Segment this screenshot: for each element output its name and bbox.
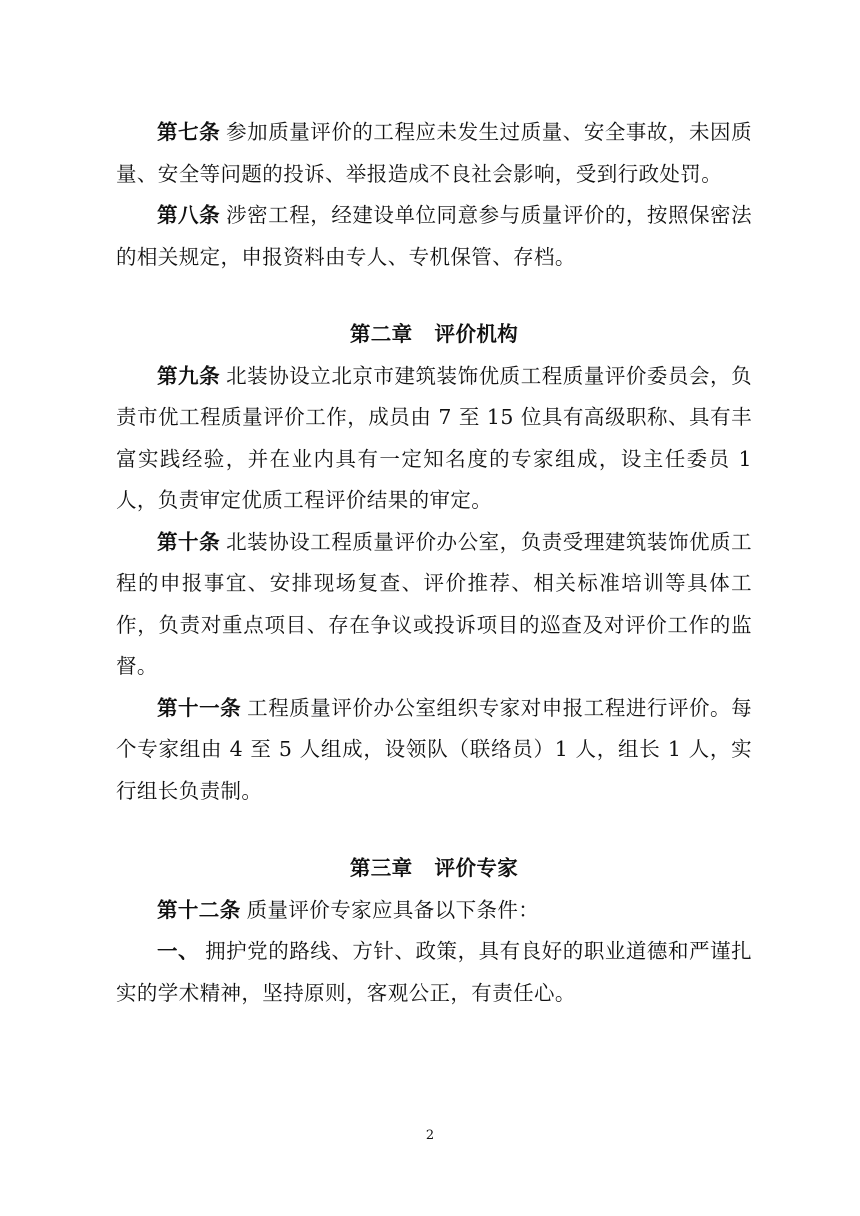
condition-label: 一、 — [157, 939, 200, 963]
chapter-number: 第二章 — [349, 322, 413, 346]
article-text: 涉密工程，经建设单位同意参与质量评价的，按照保密法的相关规定，申报资料由专人、专机保管、存档。 — [116, 203, 752, 269]
section-spacer — [116, 278, 752, 314]
document-body — [116, 112, 752, 1014]
article-label: 第七条 — [157, 120, 221, 144]
chapter-title: 评价专家 — [434, 856, 519, 880]
article-12 — [116, 890, 752, 932]
page-number: 2 — [425, 1128, 435, 1143]
article-text: 质量评价专家应具备以下条件： — [246, 897, 540, 922]
article-label: 第九条 — [157, 363, 221, 388]
article-text: 参加质量评价的工程应未发生过质量、安全事故，未因质量、安全等问题的投诉、举报造成不良社会影响，受到行政处罚。 — [116, 120, 752, 186]
chapter-number: 第三章 — [349, 856, 413, 880]
article-8 — [116, 195, 752, 278]
article-label: 第十二条 — [157, 897, 241, 922]
article-label: 第十一条 — [157, 695, 242, 720]
article-7 — [116, 112, 752, 195]
article-text: 北装协设工程质量评价办公室，负责受理建筑装饰优质工程的申报事宜、安排现场复查、评价推荐、相关标准培训等具体工作，负责对重点项目、存在争议或投诉项目的巡查及对评价工作的监督。 — [116, 529, 752, 678]
chapter-3-heading — [116, 848, 752, 890]
chapter-title: 评价机构 — [434, 322, 519, 346]
article-text: 工程质量评价办公室组织专家对申报工程进行评价。每个专家组由 4 至 5 人组成，设领队（联络员）1 人，组长 1 人，实行组长负责制。 — [116, 695, 752, 803]
article-10 — [116, 522, 752, 688]
chapter-2-heading — [116, 314, 752, 356]
condition-text: 拥护党的路线、方针、政策，具有良好的职业道德和严谨扎实的学术精神，坚持原则，客观公正，有责任心。 — [116, 939, 752, 1005]
article-label: 第八条 — [157, 203, 221, 227]
article-text: 北装协设立北京市建筑装饰优质工程质量评价委员会，负责市优工程质量评价工作，成员由 7 至 15 位具有高级职称、具有丰富实践经验，并在业内具有一定知名度的专家组成，设主任委员 1 人，负责审定优质工程评价结果的审定。 — [116, 363, 752, 512]
article-11 — [116, 688, 752, 813]
article-9 — [116, 356, 752, 522]
section-spacer — [116, 812, 752, 848]
condition-1 — [116, 931, 752, 1014]
article-label: 第十条 — [157, 529, 221, 554]
